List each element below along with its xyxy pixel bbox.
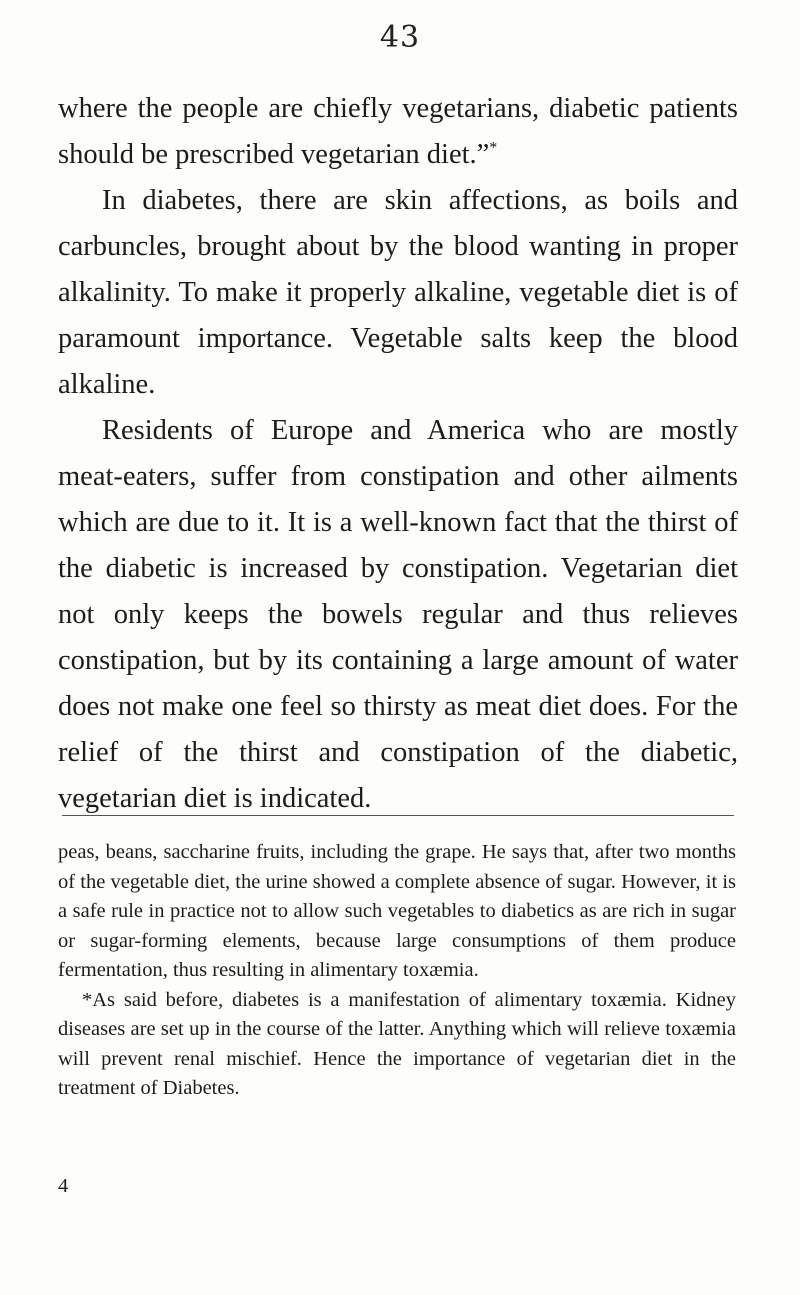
page-number: 43 (379, 20, 421, 55)
paragraph-continuation (58, 86, 738, 178)
footnotes (58, 838, 736, 1104)
paragraph-constipation: Residents of Europe and America who are mostly meat-eaters, suffer from constipation and other ailments which are due to it. It is a well-known fact that the thirst of the diabetic is increased by constipation. Vegetarian diet not only keeps the bowels regular and thus relieves constipation, but by its containing a large amount of water does not make one feel so thirsty as meat diet does. For the relief of the thirst and constipation of the diabetic, vegetarian diet is indicated. (58, 415, 738, 814)
footnote-continuation: peas, beans, saccharine fruits, including the grape. He says that, after two months of the vegetable diet, the urine showed a complete absence of sugar. However, it is a safe rule in practice not to allow such vegetables to diabetics as are rich in sugar or sugar-forming elements, because large consumptions of them produce fermentation, thus resulting in alimentary toxæmia. (58, 841, 736, 981)
footnote-divider (62, 815, 734, 816)
paragraph-text: where the people are chiefly vegetarians, diabetic patients should be prescribed vegetarian diet.” (58, 93, 738, 170)
footnote-alimentary-toxaemia: *As said before, diabetes is a manifestation of alimentary toxæmia. Kidney diseases are set up in the course of the latter. Anything which will relieve toxæmia will prevent renal mischief. Hence the importance of vegetarian diet in the treatment of Diabetes. (58, 988, 736, 1099)
footnote-marker: * (489, 139, 498, 157)
paragraph-skin-affections: In diabetes, there are skin affections, as boils and carbuncles, brought about by the blood wanting in proper alkalinity. To make it properly alkaline, vegetable diet is of paramount importance. Vegetable salts keep the blood alkaline. (58, 185, 738, 400)
main-text (58, 86, 738, 822)
signature-mark: 4 (58, 1175, 69, 1197)
